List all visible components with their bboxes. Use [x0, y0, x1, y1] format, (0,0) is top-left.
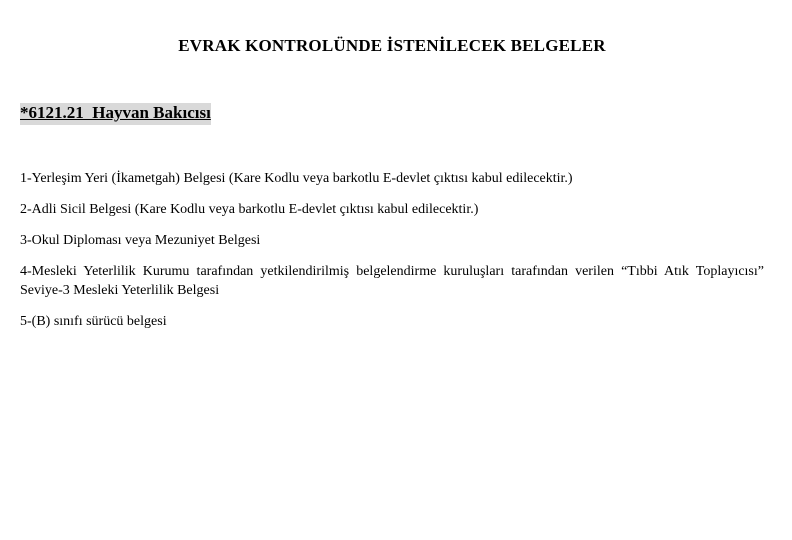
requirement-vocational-qualification: 4-Mesleki Yeterlilik Kurumu tarafından yetkilendirilmiş belgelendirme kuruluşları tarafından verilen “Tıbbi Atık Toplayıcısı” Seviye-3 Mesleki Yeterlilik Belgesi [20, 264, 764, 298]
requirement-residence-certificate: 1-Yerleşim Yeri (İkametgah) Belgesi (Kare Kodlu veya barkotlu E-devlet çıktısı kabul edilecektir.) [20, 171, 573, 186]
requirement-criminal-record: 2-Adli Sicil Belgesi (Kare Kodlu veya barkotlu E-devlet çıktısı kabul edilecektir.) [20, 202, 479, 217]
requirement-diploma: 3-Okul Diploması veya Mezuniyet Belgesi [20, 233, 261, 248]
occupation-heading: *6121.21 Hayvan Bakıcısı [20, 103, 211, 125]
requirement-driving-license: 5-(B) sınıfı sürücü belgesi [20, 314, 167, 329]
requirements-list [20, 169, 764, 343]
document-title: EVRAK KONTROLÜNDE İSTENİLECEK BELGELER [178, 36, 606, 55]
